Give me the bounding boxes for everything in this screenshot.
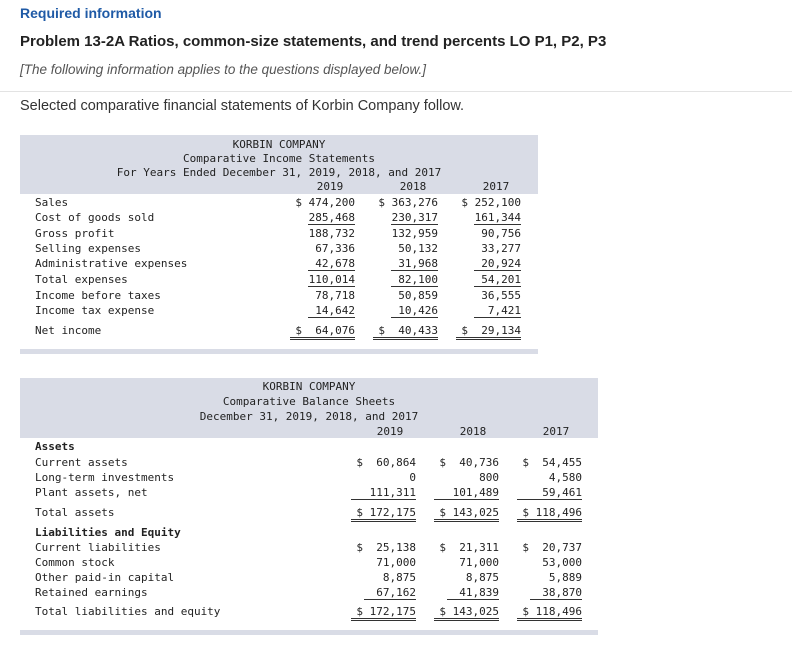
income-row-label: Administrative expenses [35, 257, 188, 270]
balance-cell: 71,000 [376, 556, 416, 569]
income-cell: 31,968 [391, 257, 438, 271]
balance-row-label: Total assets [35, 506, 115, 519]
income-cell: $ 474,200 [295, 196, 355, 209]
balance-row-label: Retained earnings [35, 586, 148, 599]
balance-year-2019: 2019 [376, 425, 404, 438]
income-cell: $ 40,433 [373, 324, 438, 340]
balance-row-label: Common stock [35, 556, 115, 569]
income-cell: $ 363,276 [378, 196, 438, 209]
income-period: For Years Ended December 31, 2019, 2018, and 2017 [116, 166, 442, 179]
income-row-label: Total expenses [35, 273, 128, 286]
balance-cell: 4,580 [548, 471, 582, 484]
balance-cell: 8,875 [382, 571, 416, 584]
balance-title: Comparative Balance Sheets [222, 395, 396, 408]
required-information-label: Required information [20, 5, 162, 21]
income-row-label: Income tax expense [35, 304, 155, 317]
problem-title: Problem 13-2A Ratios, common-size statements, and trend percents LO P1, P2, P3 [20, 33, 607, 50]
balance-sheet [20, 378, 598, 638]
income-cell: 90,756 [481, 227, 521, 240]
income-cell: 285,468 [308, 211, 355, 224]
income-company: KORBIN COMPANY [232, 138, 326, 151]
income-cell: 78,718 [315, 289, 355, 302]
balance-row-label: Current assets [35, 456, 128, 469]
divider [0, 91, 792, 92]
income-row-label: Sales [35, 196, 69, 209]
income-statement [20, 135, 538, 355]
balance-cell: 53,000 [542, 556, 582, 569]
income-cell: 161,344 [474, 211, 521, 224]
balance-row-label: Current liabilities [35, 541, 161, 554]
balance-cell: 38,870 [530, 586, 582, 600]
income-row-label: Gross profit [35, 227, 115, 240]
income-year-2017: 2017 [482, 180, 510, 193]
balance-row-label: Total liabilities and equity [35, 605, 221, 618]
balance-cell: $ 21,311 [439, 541, 499, 554]
balance-cell: 0 [409, 471, 416, 484]
income-cell: 14,642 [308, 304, 355, 318]
balance-cell: 71,000 [459, 556, 499, 569]
income-row-label: Net income [35, 324, 102, 337]
balance-cell: 41,839 [447, 586, 499, 600]
income-title: Comparative Income Statements [182, 152, 376, 165]
balance-year-2018: 2018 [459, 425, 487, 438]
income-cell: 230,317 [391, 211, 438, 224]
info-note: [The following information applies to the questions displayed below.] [20, 62, 426, 77]
balance-year-2017: 2017 [542, 425, 570, 438]
balance-cell: $ 25,138 [356, 541, 416, 554]
income-cell: $ 252,100 [461, 196, 521, 209]
balance-cell: 59,461 [517, 486, 582, 500]
income-row-label: Income before taxes [35, 289, 161, 302]
balance-footer-bar [20, 630, 598, 635]
balance-cell: 800 [479, 471, 499, 484]
balance-cell: $ 54,455 [522, 456, 582, 469]
liabilities-heading: Liabilities and Equity [35, 526, 181, 539]
assets-heading: Assets [35, 440, 75, 453]
balance-cell: $ 60,864 [356, 456, 416, 469]
balance-row-label: Long-term investments [35, 471, 175, 484]
balance-cell: $ 172,175 [351, 605, 416, 621]
income-cell: 7,421 [474, 304, 521, 318]
balance-row-label: Plant assets, net [35, 486, 148, 499]
income-cell: $ 29,134 [456, 324, 521, 340]
balance-cell: 8,875 [465, 571, 499, 584]
income-cell: 50,132 [398, 242, 438, 255]
balance-cell: $ 118,496 [517, 605, 582, 621]
balance-company: KORBIN COMPANY [262, 380, 356, 393]
income-year-2018: 2018 [399, 180, 427, 193]
intro-text: Selected comparative financial statements of Korbin Company follow. [20, 98, 465, 114]
income-cell: 82,100 [391, 273, 438, 287]
balance-cell: 5,889 [548, 571, 582, 584]
balance-cell: $ 172,175 [351, 506, 416, 522]
income-cell: 110,014 [308, 273, 355, 286]
income-cell: 42,678 [308, 257, 355, 271]
income-cell: 10,426 [391, 304, 438, 318]
income-footer-bar [20, 349, 538, 354]
balance-cell: 101,489 [434, 486, 499, 500]
income-row-label: Cost of goods sold [35, 211, 155, 224]
income-cell: 33,277 [481, 242, 521, 255]
income-cell: 36,555 [481, 289, 521, 302]
balance-cell: $ 118,496 [517, 506, 582, 522]
balance-cell: 67,162 [364, 586, 416, 600]
income-row-label: Selling expenses [35, 242, 141, 255]
balance-period: December 31, 2019, 2018, and 2017 [199, 410, 419, 423]
balance-cell: $ 20,737 [522, 541, 582, 554]
income-cell: 132,959 [391, 227, 438, 240]
income-cell: 188,732 [308, 227, 355, 240]
income-cell: $ 64,076 [290, 324, 355, 340]
balance-cell: $ 143,025 [434, 506, 499, 522]
balance-cell: $ 40,736 [439, 456, 499, 469]
income-cell: 54,201 [474, 273, 521, 287]
balance-row-label: Other paid-in capital [35, 571, 175, 584]
income-cell: 20,924 [474, 257, 521, 271]
balance-cell: 111,311 [351, 486, 416, 500]
income-year-2019: 2019 [316, 180, 344, 193]
income-cell: 67,336 [315, 242, 355, 255]
balance-cell: $ 143,025 [434, 605, 499, 621]
income-cell: 50,859 [398, 289, 438, 302]
